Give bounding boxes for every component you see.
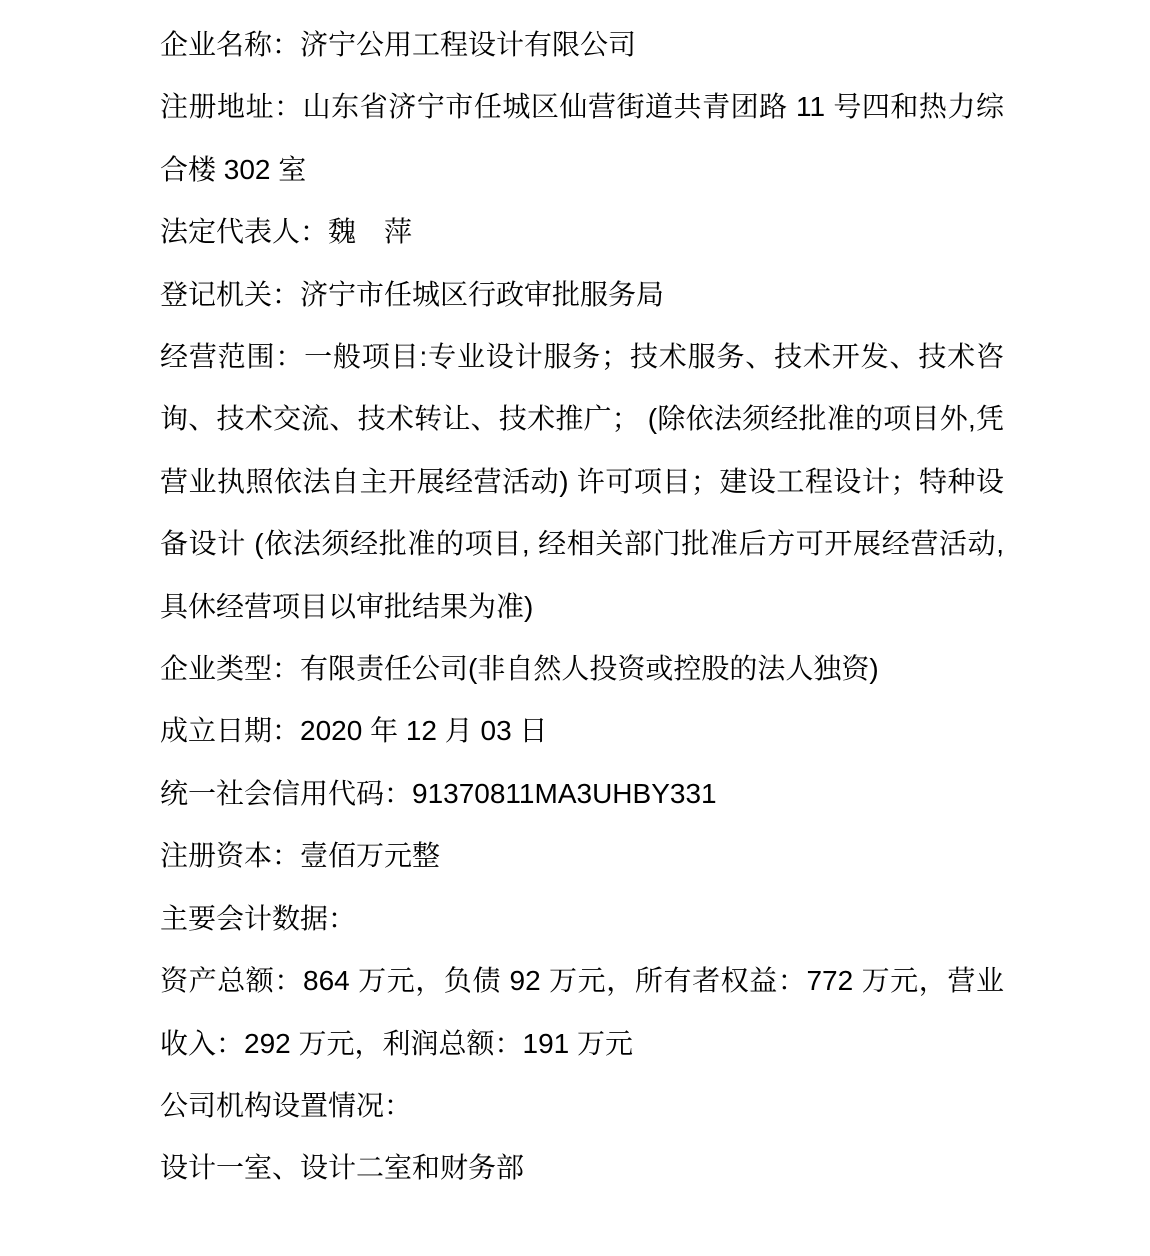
unified-social-credit-code-line: 统一社会信用代码：91370811MA3UHBY331 xyxy=(160,777,717,809)
legal-representative-line: 法定代表人：魏 萍 xyxy=(160,216,413,248)
business-scope-line-2: 询、技术交流、技术转让、技术推广； (除依法须经批准的项目外,凭 xyxy=(160,403,1004,435)
org-structure-line: 设计一室、设计二室和财务部 xyxy=(160,1152,525,1184)
registered-address-line-1: 注册地址：山东省济宁市任城区仙营街道共青团路 11 号四和热力综 xyxy=(160,91,1004,123)
establishment-date-line: 成立日期：2020 年 12 月 03 日 xyxy=(160,715,548,747)
company-type-line: 企业类型：有限责任公司(非自然人投资或控股的法人独资) xyxy=(160,653,879,685)
registered-capital-line: 注册资本：壹佰万元整 xyxy=(160,840,441,872)
accounting-data-line-2: 收入：292 万元，利润总额：191 万元 xyxy=(160,1027,633,1059)
accounting-data-line-1: 资产总额：864 万元，负债 92 万元，所有者权益：772 万元，营业 xyxy=(160,965,1004,997)
business-scope-line-3: 营业执照依法自主开展经营活动) 许可项目；建设工程设计；特种设 xyxy=(160,465,1004,497)
registered-address-line-2: 合楼 302 室 xyxy=(160,153,307,185)
company-name-line: 企业名称：济宁公用工程设计有限公司 xyxy=(160,29,637,60)
business-scope-line-5: 具休经营项目以审批结果为准) xyxy=(160,590,534,622)
business-scope-line-1: 经营范围：一般项目:专业设计服务；技术服务、技术开发、技术咨 xyxy=(160,341,1004,373)
accounting-data-heading-line: 主要会计数据： xyxy=(160,902,357,934)
registration-authority-line: 登记机关：济宁市任城区行政审批服务局 xyxy=(160,278,665,310)
business-scope-line-4: 备设计 (依法须经批准的项目, 经相关部门批准后方可开展经营活动, xyxy=(160,528,1004,560)
org-structure-heading-line: 公司机构设置情况： xyxy=(160,1089,413,1121)
